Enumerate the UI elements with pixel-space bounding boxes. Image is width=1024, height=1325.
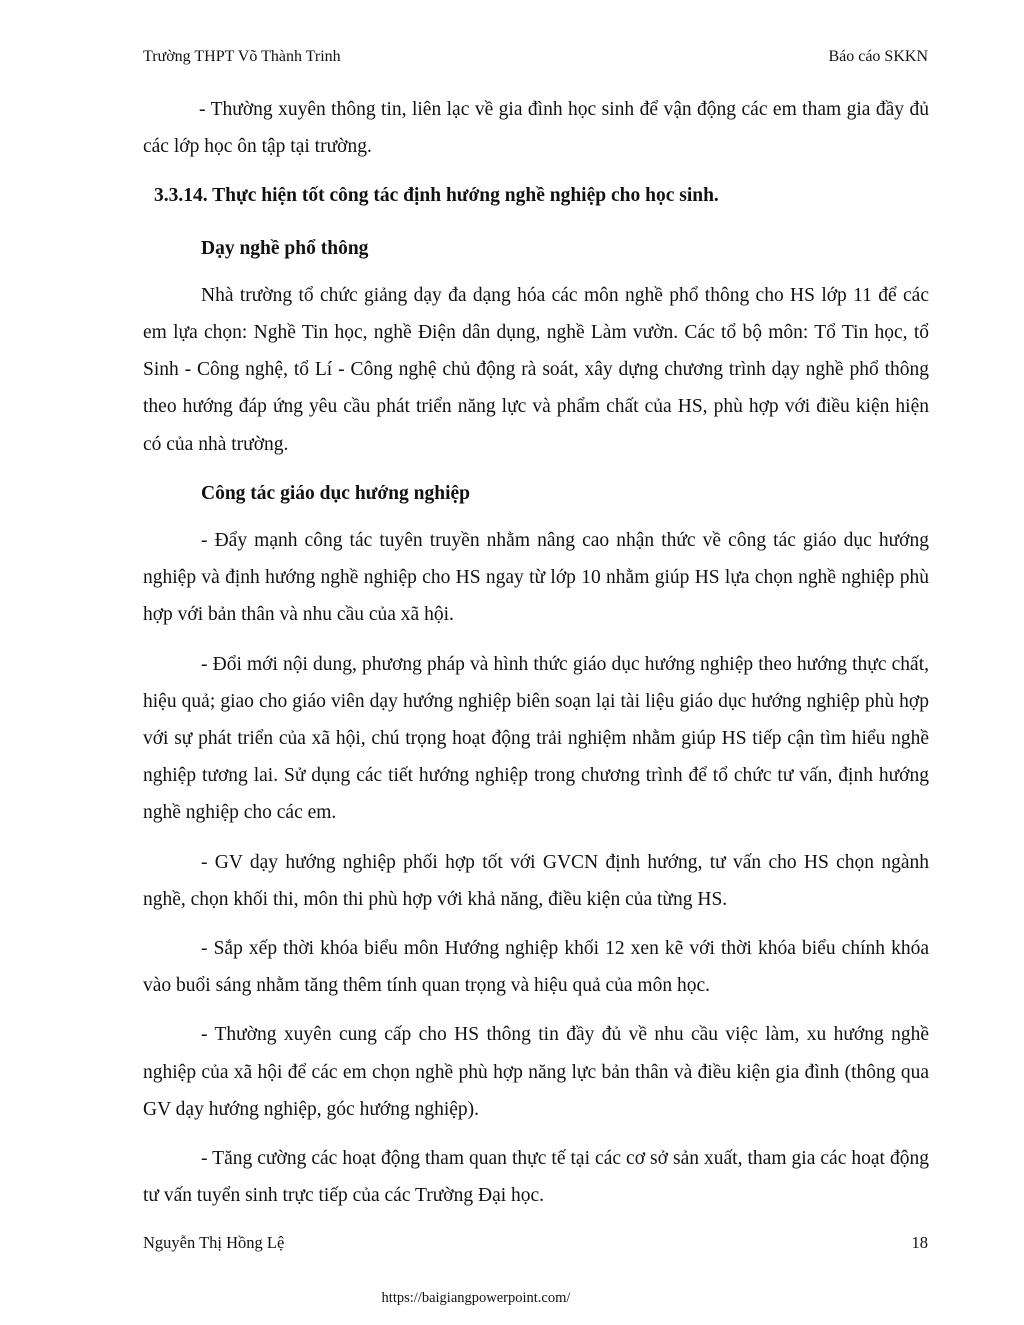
paragraph-contact-families: - Thường xuyên thông tin, liên lạc về gia đình học sinh để vận động các em tham gia đầy đủ các lớp học ôn tập tại trường. <box>143 99 929 158</box>
paragraph-teacher-coordination: - GV dạy hướng nghiệp phối hợp tốt với GVCN định hướng, tư vấn cho HS chọn ngành nghề, chọn khối thi, môn thi phù hợp với khả năng, điều kiện của từng HS. <box>143 851 929 910</box>
section-heading: 3.3.14. Thực hiện tốt công tác định hướng nghề nghiệp cho học sinh. <box>154 185 719 207</box>
paragraph-field-trips: - Tăng cường các hoạt động tham quan thực tế tại các cơ sở sản xuất, tham gia các hoạt động tư vấn tuyển sinh trực tiếp của các Trường Đại học. <box>143 1148 929 1207</box>
page-footer <box>143 1233 928 1255</box>
paragraph-vocational-subjects: Nhà trường tổ chức giảng dạy đa dạng hóa các môn nghề phổ thông cho HS lớp 11 để các em lựa chọn: Nghề Tin học, nghề Điện dân dụng, nghề Làm vườn. Các tổ bộ môn: Tổ Tin học, tổ Sinh - Công nghệ, tổ Lí - Công nghệ chủ động rà soát, xây dựng chương trình dạy nghề phổ thông theo hướng đáp ứng yêu cầu phát triển năng lực và phẩm chất của HS, phù hợp với điều kiện hiện có của nhà trường. <box>143 284 929 455</box>
subheading-vocational-training: Dạy nghề phổ thông <box>201 237 369 259</box>
page-number: 18 <box>911 1233 928 1252</box>
header-school-name: Trường THPT Võ Thành Trinh <box>143 48 341 65</box>
source-url: https://baigiangpowerpoint.com/ <box>381 1290 571 1306</box>
subheading-career-guidance: Công tác giáo dục hướng nghiệp <box>201 482 471 504</box>
page-header <box>143 48 928 70</box>
footer-author: Nguyễn Thị Hồng Lệ <box>143 1233 285 1252</box>
header-report-title: Báo cáo SKKN <box>828 48 928 65</box>
paragraph-promote-awareness: - Đẩy mạnh công tác tuyên truyền nhằm nâng cao nhận thức về công tác giáo dục hướng nghiệp và định hướng nghề nghiệp cho HS ngay từ lớp 10 nhằm giúp HS lựa chọn nghề nghiệp phù hợp với bản thân và nhu cầu của xã hội. <box>143 530 929 626</box>
page-body <box>143 91 929 1226</box>
paragraph-innovate-content: - Đổi mới nội dung, phương pháp và hình thức giáo dục hướng nghiệp theo hướng thực chất, hiệu quả; giao cho giáo viên dạy hướng nghiệp biên soạn lại tài liệu giáo dục hướng nghiệp phù hợp với sự phát triển của xã hội, chú trọng hoạt động trải nghiệm nhằm giúp HS tiếp cận tìm hiểu nghề nghiệp tương lai. Sử dụng các tiết hướng nghiệp trong chương trình để tổ chức tư vấn, định hướng nghề nghiệp cho các em. <box>143 653 929 824</box>
paragraph-job-information: - Thường xuyên cung cấp cho HS thông tin đầy đủ về nhu cầu việc làm, xu hướng nghề nghiệp của xã hội để các em chọn nghề phù hợp năng lực bản thân và điều kiện gia đình (thông qua GV dạy hướng nghiệp, góc hướng nghiệp). <box>143 1024 929 1120</box>
paragraph-timetable: - Sắp xếp thời khóa biểu môn Hướng nghiệp khối 12 xen kẽ với thời khóa biểu chính khóa vào buổi sáng nhằm tăng thêm tính quan trọng và hiệu quả của môn học. <box>143 938 929 997</box>
